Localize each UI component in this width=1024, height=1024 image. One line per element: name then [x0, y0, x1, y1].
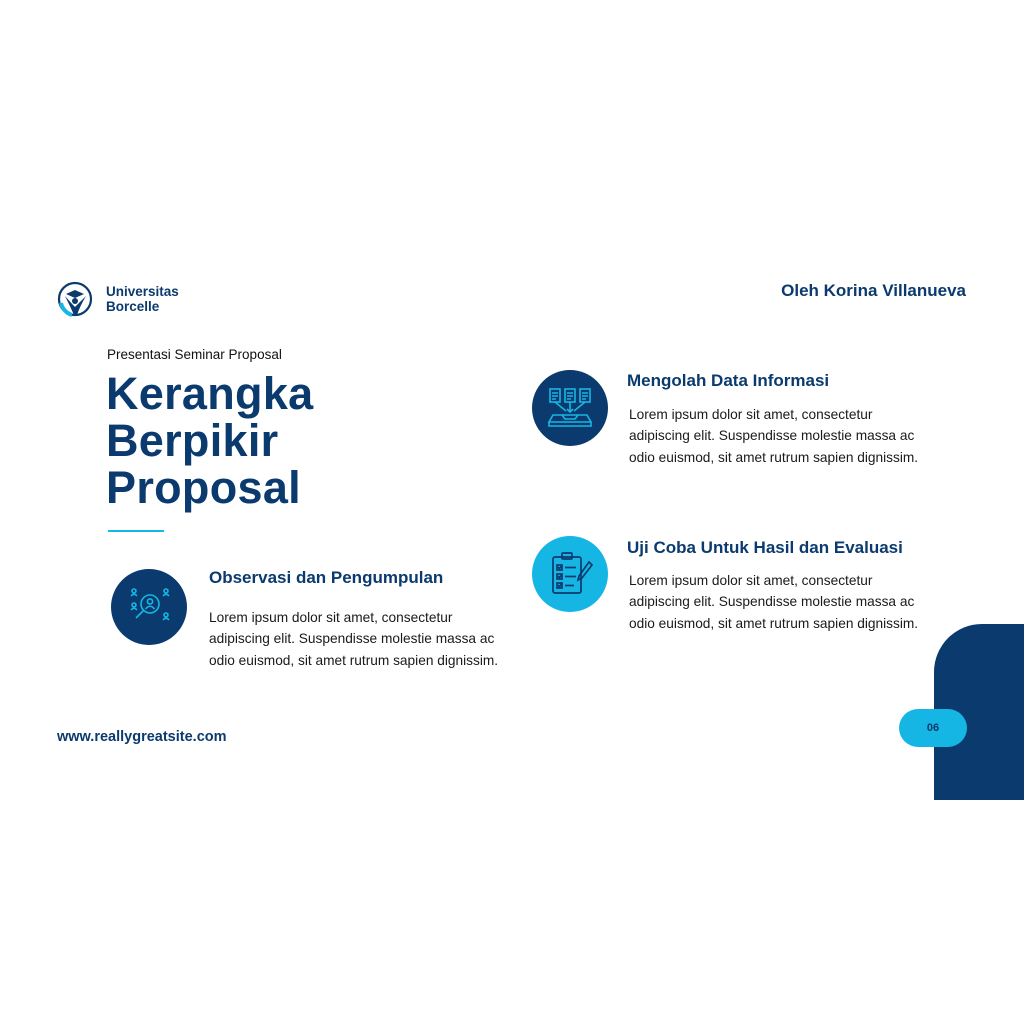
logo-line-2: Borcelle — [106, 299, 160, 314]
documents-inbox-icon — [546, 384, 594, 432]
search-people-icon — [125, 583, 173, 631]
logo-text — [106, 284, 179, 314]
item-title-2: Mengolah Data Informasi — [627, 371, 830, 390]
graduate-logo-icon — [56, 280, 94, 318]
logo-line-1: Universitas — [106, 284, 179, 299]
item-icon-circle-3 — [532, 536, 608, 612]
item-body-3: Lorem ipsum dolor sit amet, consectetur adipiscing elit. Suspendisse molestie massa ac odio euismod, sit amet rutrum sapien dignissim. — [629, 573, 919, 631]
item-body-1: Lorem ipsum dolor sit amet, consectetur adipiscing elit. Suspendisse molestie massa ac odio euismod, sit amet rutrum sapien dignissim. — [209, 610, 499, 668]
title-divider — [108, 530, 164, 532]
university-logo — [56, 280, 179, 318]
author-name: Oleh Korina Villanueva — [781, 281, 966, 300]
checklist-clipboard-icon — [546, 550, 594, 598]
item-icon-circle-1 — [111, 569, 187, 645]
page-number-badge: 06 — [899, 709, 967, 747]
item-title-3: Uji Coba Untuk Hasil dan Evaluasi — [627, 538, 903, 557]
item-body-2: Lorem ipsum dolor sit amet, consectetur adipiscing elit. Suspendisse molestie massa ac odio euismod, sit amet rutrum sapien dignissim. — [629, 407, 919, 465]
title-line-3: Proposal — [106, 462, 301, 513]
title-line-2: Berpikir — [106, 415, 279, 466]
title-line-1: Kerangka — [106, 368, 314, 419]
presentation-subtitle: Presentasi Seminar Proposal — [107, 347, 282, 362]
slide-title — [106, 370, 314, 511]
website-link[interactable]: www.reallygreatsite.com — [57, 729, 227, 745]
item-icon-circle-2 — [532, 370, 608, 446]
item-title-1: Observasi dan Pengumpulan — [209, 568, 444, 587]
slide — [0, 248, 1024, 800]
